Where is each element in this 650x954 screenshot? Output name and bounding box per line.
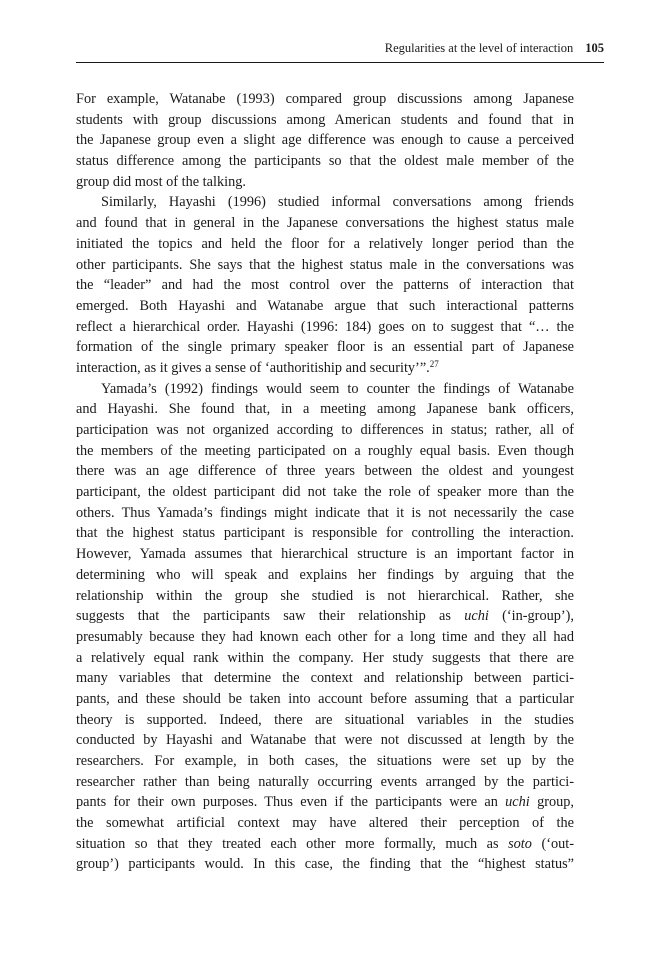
text-line: relationship within the group she studied is not hierarchical. Rather, she bbox=[76, 587, 574, 604]
line-text: situation so that they treated each other more formally, much as bbox=[76, 835, 509, 852]
text-line: the members of the meeting participated on a roughly equal basis. Even though bbox=[76, 442, 574, 459]
text-line bbox=[76, 606, 574, 627]
text-line: initiated the topics and held the floor for a relatively longer period than the bbox=[76, 235, 574, 252]
text-line: pants, and these should be taken into account before assuming that a particular bbox=[76, 690, 574, 707]
text-line: For example, Watanabe (1993) compared group discussions among Japanese bbox=[76, 91, 574, 107]
text-line: participant, the oldest participant did not take the role of speaker more than the bbox=[76, 484, 574, 501]
text-line: status difference among the participants so that the oldest male member of the bbox=[76, 153, 574, 170]
line-text: (‘out- bbox=[531, 835, 574, 852]
text-line: that the highest status participant is responsible for controlling the interaction. bbox=[76, 525, 574, 542]
header-rule bbox=[76, 62, 604, 63]
text-line bbox=[76, 792, 574, 813]
text-line: the somewhat artificial context may have altered their perception of the bbox=[76, 815, 574, 832]
line-text: suggests that the participants saw their relationship as bbox=[76, 608, 465, 625]
italic-term: soto bbox=[508, 835, 532, 852]
text-line bbox=[76, 834, 574, 855]
line-text: interaction, as it gives a sense of ‘authoritiship and security’”. bbox=[76, 359, 430, 376]
text-line: researchers. For example, in both cases, the situations were set up by the bbox=[76, 753, 574, 769]
text-line: emerged. Both Hayashi and Watanabe argue that such interactional patterns bbox=[76, 297, 574, 314]
line-text: (‘in-group’), bbox=[488, 608, 574, 625]
text-line: group did most of the talking. bbox=[76, 173, 246, 190]
italic-term: uchi bbox=[505, 794, 530, 811]
text-line: researcher rather than being naturally occurring events arranged by the partici- bbox=[76, 773, 574, 790]
text-line: a relatively equal rank within the company. Her study suggests that there are bbox=[76, 649, 574, 666]
running-title: Regularities at the level of interaction bbox=[384, 41, 574, 55]
text-line: the “leader” and had the most control over the patterns of interaction that bbox=[76, 277, 574, 294]
text-line: other participants. She says that the highest status male in the conversations was bbox=[76, 256, 574, 273]
text-line: presumably because they had known each other for a long time and they all had bbox=[76, 628, 574, 645]
text-line: theory is supported. Indeed, there are situational variables in the studies bbox=[76, 711, 574, 728]
text-line: reflect a hierarchical order. Hayashi (1996: 184) goes on to suggest that “… the bbox=[76, 318, 574, 335]
text-line: students with group discussions among American students and found that in bbox=[76, 111, 574, 128]
line-text: group, bbox=[529, 794, 574, 811]
text-line: many variables that determine the context and relationship between partici- bbox=[76, 670, 574, 687]
italic-term: uchi bbox=[464, 608, 489, 625]
text-line: Similarly, Hayashi (1996) studied informal conversations among friends bbox=[101, 194, 574, 211]
text-line: the Japanese group even a slight age difference was enough to cause a perceived bbox=[76, 132, 574, 149]
text-line: there was an age difference of three years between the oldest and youngest bbox=[76, 463, 574, 480]
text-line: and Hayashi. She found that, in a meeting among Japanese bank officers, bbox=[76, 401, 574, 418]
footnote-reference: 27 bbox=[429, 358, 439, 369]
text-line: determining who will speak and explains her findings by arguing that the bbox=[76, 566, 574, 583]
line-text: pants for their own purposes. Thus even if the participants were an bbox=[76, 794, 506, 811]
text-line: participation was not organized according to differences in status; rather, all of bbox=[76, 422, 574, 438]
text-line: Yamada’s (1992) findings would seem to counter the findings of Watanabe bbox=[101, 380, 574, 397]
text-line bbox=[76, 358, 574, 379]
text-line: group’) participants would. In this case, the finding that the “highest status” bbox=[76, 856, 574, 873]
text-line: However, Yamada assumes that hierarchical structure is an important factor in bbox=[76, 546, 574, 563]
body-text bbox=[76, 89, 574, 875]
text-line: formation of the single primary speaker floor is an essential part of Japanese bbox=[76, 339, 574, 356]
text-line: and found that in general in the Japanese conversations the highest status male bbox=[76, 215, 574, 232]
text-line: others. Thus Yamada’s findings might indicate that it is not necessarily the case bbox=[76, 504, 574, 521]
running-header bbox=[76, 38, 604, 58]
text-line: conducted by Hayashi and Watanabe that were not discussed at length by the bbox=[76, 732, 574, 749]
page-number: 105 bbox=[585, 41, 604, 55]
